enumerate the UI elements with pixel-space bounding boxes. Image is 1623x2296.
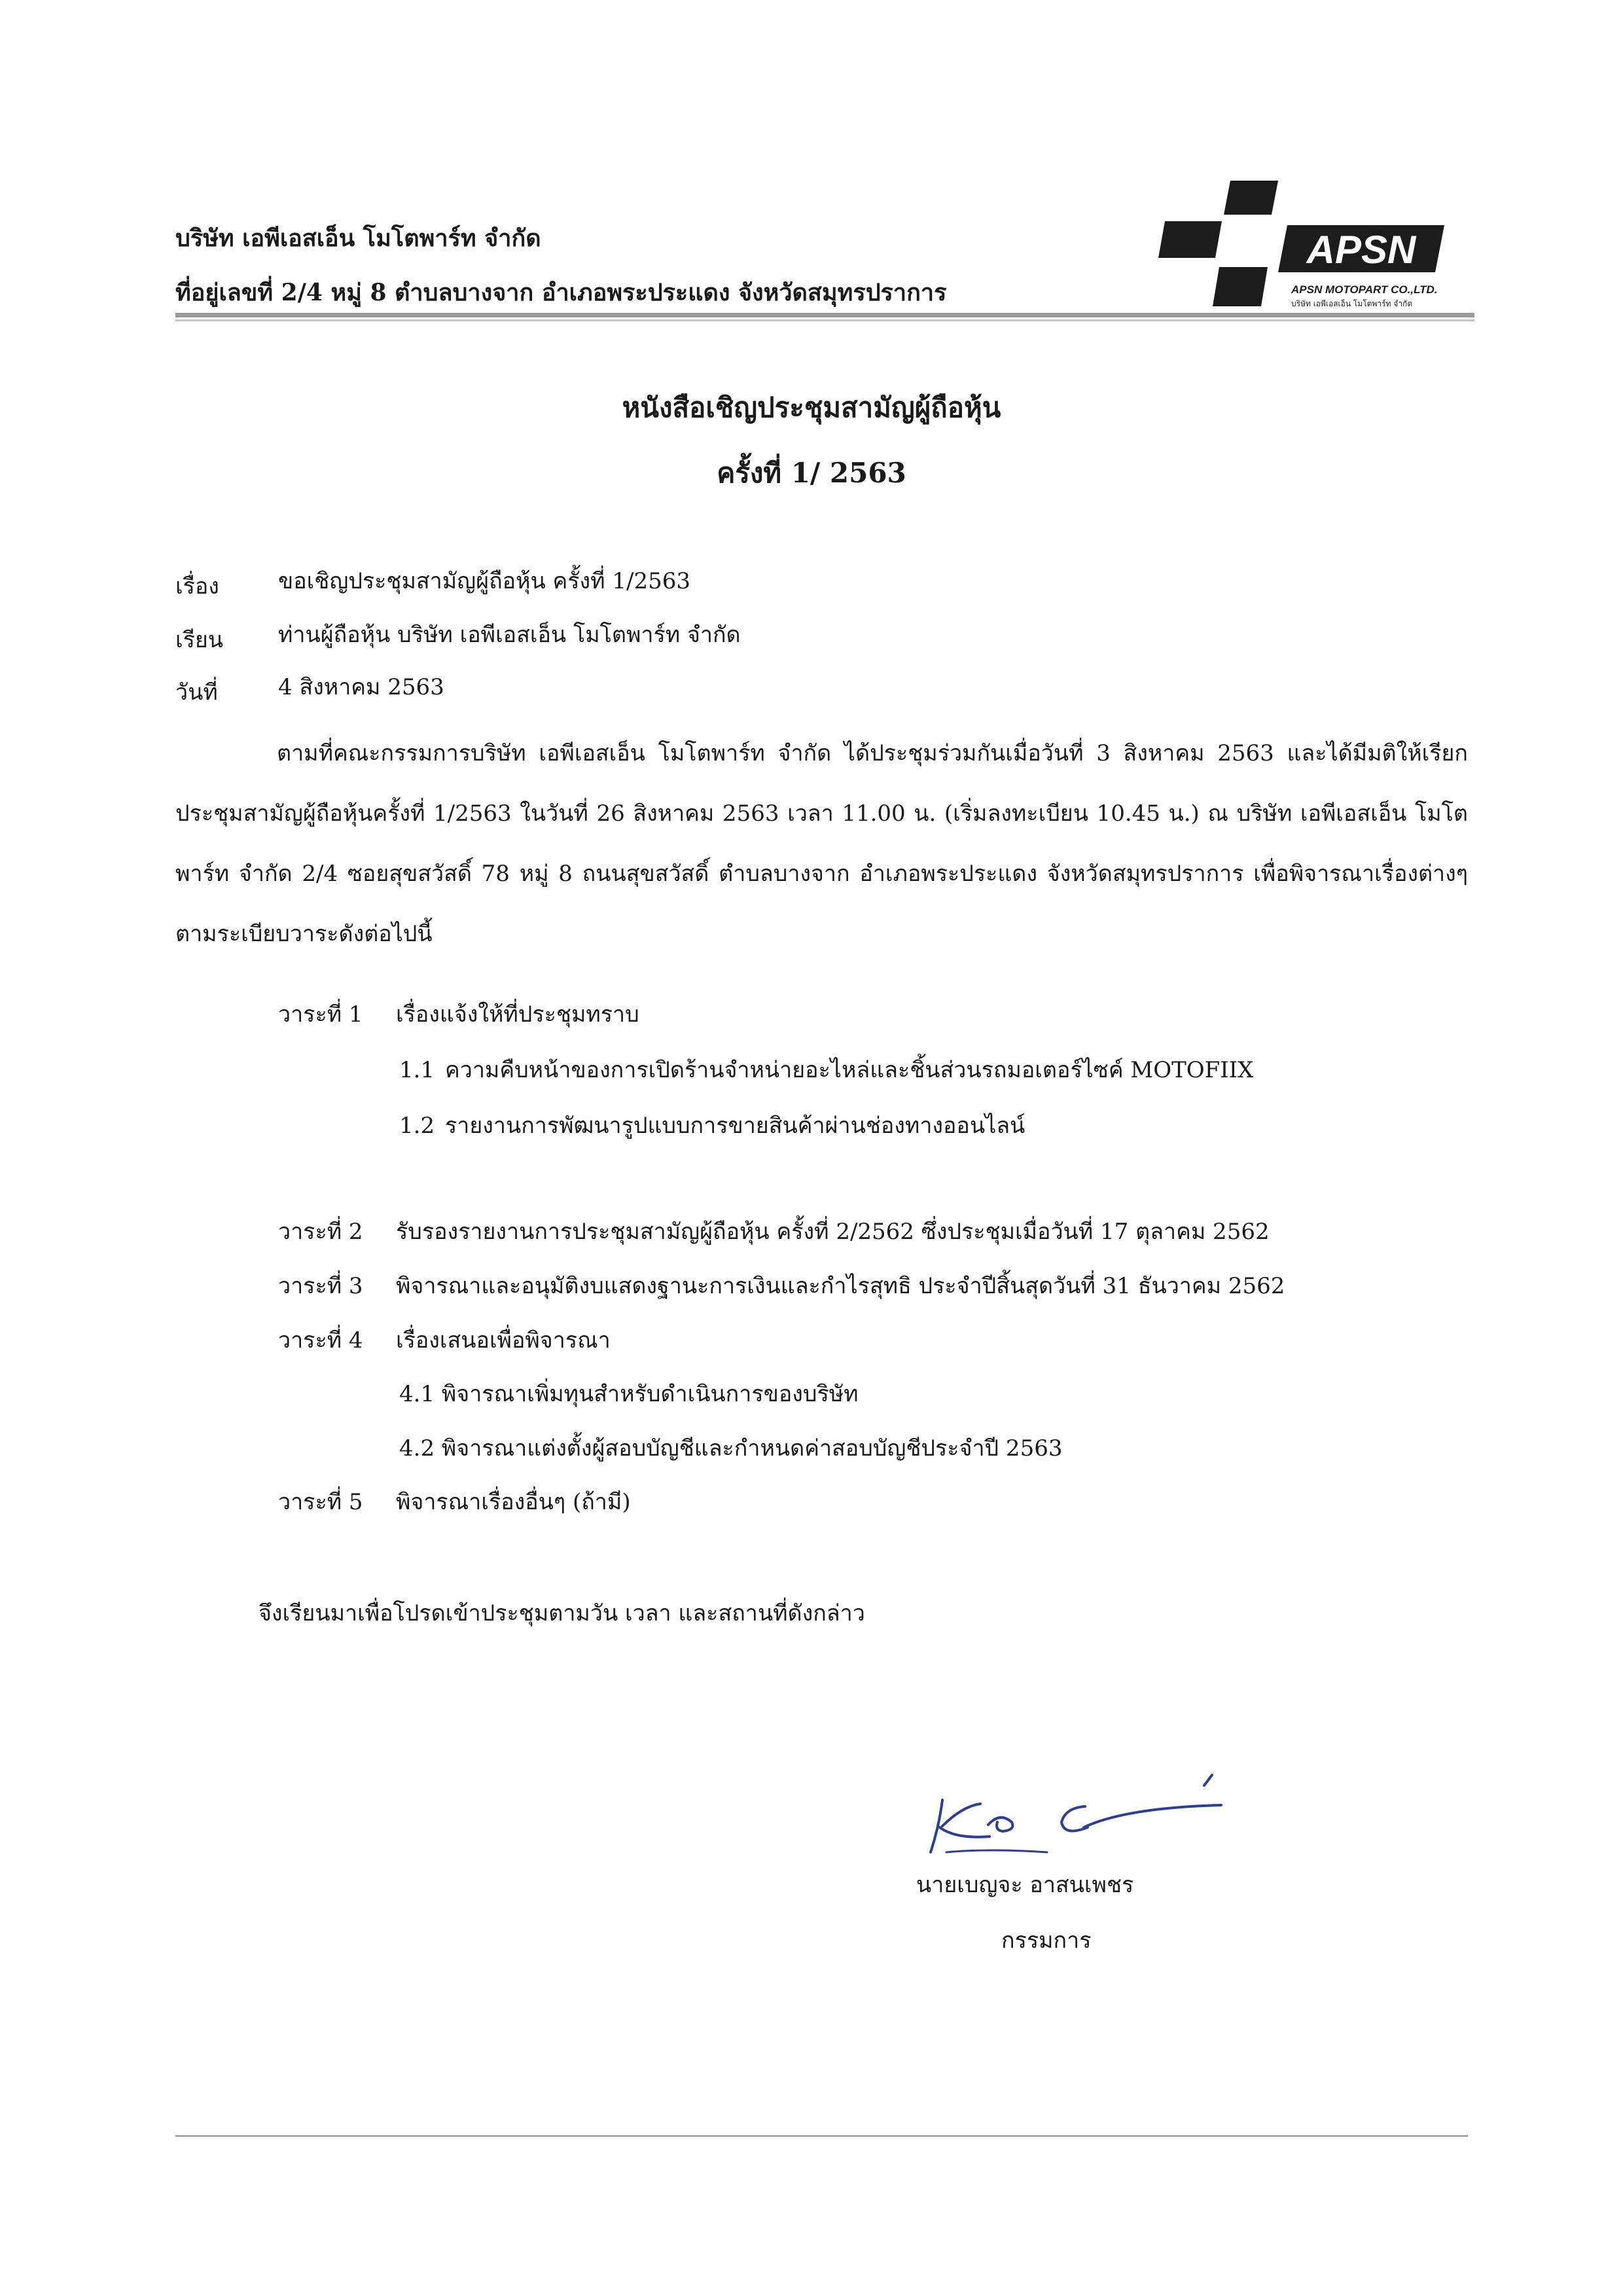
body-paragraph: ตามที่คณะกรรมการบริษัท เอพีเอสเอ็น โมโตพาร์ท จำกัด ได้ประชุมร่วมกันเมื่อวันที่ 3 สิงหาคม 2563 และได้มีมติให้เรียกประชุมสามัญผู้ถือหุ้นครั้งที่ 1/2563 ในวันที่ 26 สิงหาคม 2563 เวลา 11.00 น. (เริ่มลงทะเบียน 10.45 น.) ณ บริษัท เอพีเอสเอ็น โมโตพาร์ท จำกัด 2/4 ซอยสุขสวัสดิ์ 78 หมู่ 8 ถนนสุขสวัสดิ์ ตำบลบางจาก อำเภอพระประแดง จังหวัดสมุทรปราการ เพื่อพิจารณาเรื่องต่างๆ ตามระเบียบวาระดังต่อไปนี้ bbox=[175, 740, 1468, 947]
document-title: หนังสือเชิญประชุมสามัญผู้ถือหุ้น bbox=[622, 391, 1001, 423]
header-divider bbox=[175, 313, 1474, 317]
agenda-4-1-text: 4.1 พิจารณาเพิ่มทุนสำหรับดำเนินการของบริษัท bbox=[399, 1381, 859, 1407]
document-subtitle: ครั้งที่ 1/ 2563 bbox=[717, 457, 906, 489]
agenda-2-label: วาระที่ 2 bbox=[278, 1219, 363, 1245]
agenda-1-1-text: ความคืบหน้าของการเปิดร้านจำหน่ายอะไหล่และชิ้นส่วนรถมอเตอร์ไซค์ MOTOFIIX bbox=[445, 1057, 1254, 1083]
date-value: 4 สิงหาคม 2563 bbox=[278, 674, 444, 700]
to-value: ท่านผู้ถือหุ้น บริษัท เอพีเอสเอ็น โมโตพาร์ท จำกัด bbox=[278, 622, 741, 648]
agenda-1-label: วาระที่ 1 bbox=[278, 1001, 363, 1028]
agenda-5-label: วาระที่ 5 bbox=[278, 1489, 363, 1515]
header-divider-light bbox=[175, 319, 1474, 321]
signatory-name: นายเบญจะ อาสนเพชร bbox=[916, 1872, 1134, 1898]
agenda-5-text: พิจารณาเรื่องอื่นๆ (ถ้ามี) bbox=[396, 1489, 631, 1515]
date-label: วันที่ bbox=[175, 679, 218, 706]
company-name: บริษัท เอพีเอสเอ็น โมโตพาร์ท จำกัด bbox=[175, 224, 541, 252]
logo-square-left bbox=[1158, 221, 1222, 258]
agenda-1-1-num: 1.1 bbox=[399, 1057, 435, 1083]
agenda-3-label: วาระที่ 3 bbox=[278, 1273, 363, 1299]
subject-value: ขอเชิญประชุมสามัญผู้ถือหุ้น ครั้งที่ 1/2563 bbox=[278, 568, 690, 594]
logo-square-top bbox=[1224, 181, 1278, 215]
closing-sentence: จึงเรียนมาเพื่อโปรดเข้าประชุมตามวัน เวลา และสถานที่ดังกล่าว bbox=[259, 1600, 865, 1626]
agenda-2-text: รับรองรายงานการประชุมสามัญผู้ถือหุ้น ครั้งที่ 2/2562 ซึ่งประชุมเมื่อวันที่ 17 ตุลาคม 2562 bbox=[396, 1219, 1270, 1245]
apsn-logo bbox=[1142, 175, 1450, 323]
agenda-4-text: เรื่องเสนอเพื่อพิจารณา bbox=[396, 1327, 611, 1354]
agenda-4-2-text: 4.2 พิจารณาแต่งตั้งผู้สอบบัญชีและกำหนดค่าสอบบัญชีประจำปี 2563 bbox=[399, 1435, 1063, 1462]
subject-label: เรื่อง bbox=[175, 573, 219, 600]
logo-square-bottom bbox=[1213, 267, 1268, 306]
logo-tagline-en: APSN MOTOPART CO.,LTD. bbox=[1291, 283, 1438, 296]
agenda-4-label: วาระที่ 4 bbox=[278, 1327, 363, 1354]
logo-brand: APSN bbox=[1306, 228, 1416, 272]
signature-image bbox=[916, 1754, 1237, 1885]
logo-tagline-th: บริษัท เอพีเอสเอ็น โมโตพาร์ท จำกัด bbox=[1291, 299, 1413, 308]
agenda-1-text: เรื่องแจ้งให้ที่ประชุมทราบ bbox=[396, 1001, 639, 1028]
footer-divider bbox=[175, 2135, 1468, 2137]
company-address: ที่อยู่เลขที่ 2/4 หมู่ 8 ตำบลบางจาก อำเภอพระประแดง จังหวัดสมุทรปราการ bbox=[175, 279, 947, 306]
to-label: เรียน bbox=[175, 627, 224, 653]
agenda-1-2-num: 1.2 bbox=[399, 1113, 435, 1139]
signatory-position: กรรมการ bbox=[1001, 1928, 1092, 1954]
agenda-3-text: พิจารณาและอนุมัติงบแสดงฐานะการเงินและกำไรสุทธิ ประจำปีสิ้นสุดวันที่ 31 ธันวาคม 2562 bbox=[396, 1273, 1285, 1299]
agenda-1-2-text: รายงานการพัฒนารูปแบบการขายสินค้าผ่านช่องทางออนไลน์ bbox=[445, 1113, 1026, 1139]
